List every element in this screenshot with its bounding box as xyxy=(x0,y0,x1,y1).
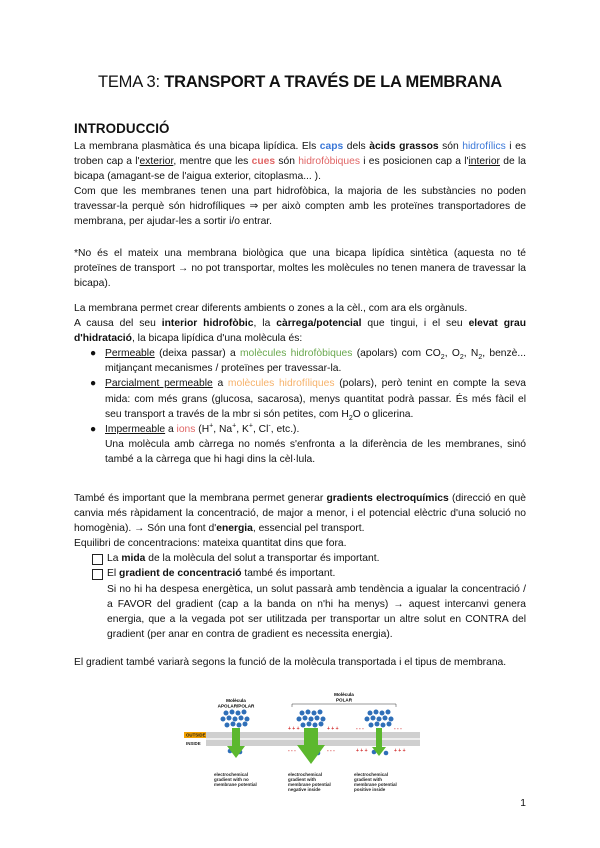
caption-1-line3: membrane potential xyxy=(214,782,257,787)
caption-1-line1: electrochemical xyxy=(214,772,249,777)
label-molecula-2: Molècula xyxy=(334,692,354,697)
outside-label: OUTSIDE xyxy=(186,732,206,738)
inside-label: INSIDE xyxy=(186,741,201,746)
checkbox-item: El gradient de concentració també és important. Si no hi ha despesa energètica, un solut passarà amb tendència a igualar la concentració / a FAVOR del gradient (cap a la banda on n'hi ha menys) → aquest intercanvi genera energia, que a la vegada pot ser utilitzada per transportar un altre solut en CONTRA del gradient (per anar en contra de gradient es necessita energia). xyxy=(74,566,526,641)
section-heading: INTRODUCCIÓ xyxy=(74,121,170,136)
electrochemical-gradient-figure xyxy=(184,688,420,812)
label-polar: POLAR xyxy=(335,697,353,703)
caption-2-line3: membrane potential xyxy=(288,782,331,787)
page-title: TEMA 3: TRANSPORT A TRAVÉS DE LA MEMBRANA xyxy=(97,73,503,91)
caption-3-line2: gradient with xyxy=(354,777,382,782)
svg-text:- - -: - - - xyxy=(356,726,364,732)
list-item: ● Parcialment permeable a molècules hidrofíliques (polars), però tenint en compte la seva mida: com més grans (glucosa, sacarosa), menys quantitat podrà passar. És més fàcil el seu transport a través de la mbr si són petites, com $H_2O$ o glicerina. xyxy=(90,378,526,422)
caption-3-line4: positive inside xyxy=(354,787,386,792)
caption-2-line2: gradient with xyxy=(288,777,316,782)
checkbox-icon xyxy=(92,569,103,580)
caption-1-line2: gradient with no xyxy=(214,777,249,782)
caption-3-line1: electrochemical xyxy=(354,772,389,777)
page-number: 1 xyxy=(520,798,526,809)
note-paragraph: *No és el mateix una membrana biològica que una bicapa lipídica sintètica (aquesta no té proteïnes de transport → no pot transportar, moltes les molècules no tenen manera de travessar la bicapa). xyxy=(74,248,526,290)
permeability-section: La membrana permet crear diferents ambients o zones a la cèl., com ara els orgànuls. A causa del seu interior hidrofòbic, la càrrega/potencial que tingui, i el seu elevat grau d'hidratació, la bicapa lipídica d'una molècula és: ● Permeable (deixa passar) a molècules hidrofòbiques (apolars) com $CO_2$, $O_2$, $N_2$, benzè... mitjançant mecanismes / proteïnes per travessar-la. ● Parcialment permeable a molècules hidrofíliques (polars), però tenint en compte la seva mida: com més grans (glucosa, sacarosa), menys quantitat podrà passar. És més fàcil el seu transport a través de la mbr si són petites, com $H_2O$ o glicerina. ● Impermeable a ions (H+, Na+, K+, Cl-, etc.). Una molècula amb càrrega no només s'enfronta a la diferència de les membranes, sinó també a la càrrega que hi hagi dins la cèl·lula. xyxy=(74,301,526,467)
svg-text:- - -: - - - xyxy=(288,748,296,754)
svg-text:- - -: - - - xyxy=(327,748,335,754)
caption-3-line3: membrane potential xyxy=(354,782,397,787)
checkbox-item: La mida de la molècula del solut a transportar és important. xyxy=(74,551,526,566)
intro-paragraph: La membrana plasmàtica és una bicapa lipídica. Els caps dels àcids grassos són hidrofílics i es troben cap a l'exterior, mentre que les cues són hidrofòbiques i es posicionen cap a l'interior de la bicapa (amagant-se de l'aigua exterior, citoplasma... ). Com que les membranes tenen una part hidrofòbica, la majoria de les substàncies no poden travessar-la perquè són hidrofíliques ⇒ per això compten amb les proteïnes transportadores de membrana, per ajudar-les a sortir i/o entrar. xyxy=(74,139,526,230)
svg-text:+ + +: + + + xyxy=(327,726,339,732)
svg-text:+ + +: + + + xyxy=(288,726,300,732)
svg-text:+ + +: + + + xyxy=(394,748,406,754)
label-apolar-polar: APOLAR/POLAR xyxy=(217,703,255,709)
svg-text:+ + +: + + + xyxy=(356,748,368,754)
list-item: ● Impermeable a ions (H+, Na+, K+, Cl-, etc.). Una molècula amb càrrega no només s'enfronta a la diferència de les membranes, sinó també a la càrrega que hi hagi dins la cèl·lula. xyxy=(90,422,526,465)
list-item: ● Permeable (deixa passar) a molècules hidrofòbiques (apolars) com $CO_2$, $O_2$, $N_2$, benzè... mitjançant mecanismes / proteïnes per travessar-la. xyxy=(90,348,526,375)
svg-text:- - -: - - - xyxy=(394,726,402,732)
closing-paragraph: El gradient també variarà segons la funció de la molècula transportada i el tipus de membrana. xyxy=(74,657,507,668)
label-molecula-1: Molècula xyxy=(226,698,246,703)
paragraph-hydrophobic: Com que les membranes tenen una part hidrofòbica, la majoria de les substàncies no poden travessar-la perquè són hidrofíliques ⇒ per això compten amb les proteïnes transportadores de membrana, per ajudar-les a sortir i/o entrar. xyxy=(74,186,526,228)
checkbox-icon xyxy=(92,554,103,565)
gradient-section: També és important que la membrana permet generar gradients electroquímics (direcció en què canvia més ràpidament la concentració, de major a menor, i el potencial elèctric d'una solució no homogènia). → Són una font d'energia, essencial pel transport. Equilibri de concentracions: mateixa quantitat dins que fora. La mida de la molècula del solut a transportar és important. El gradient de concentració també és important. Si no hi ha despesa energètica, un solut passarà amb tendència a igualar la concentració / a FAVOR del gradient (cap a la banda on n'hi ha menys) → aquest intercanvi genera energia, que a la vegada pot ser utilitzada per transportar un altre solut en CONTRA del gradient (per anar en contra de gradient es necessita energia). xyxy=(74,491,526,642)
caption-2-line4: negative inside xyxy=(288,787,321,792)
caption-2-line1: electrochemical xyxy=(288,772,323,777)
